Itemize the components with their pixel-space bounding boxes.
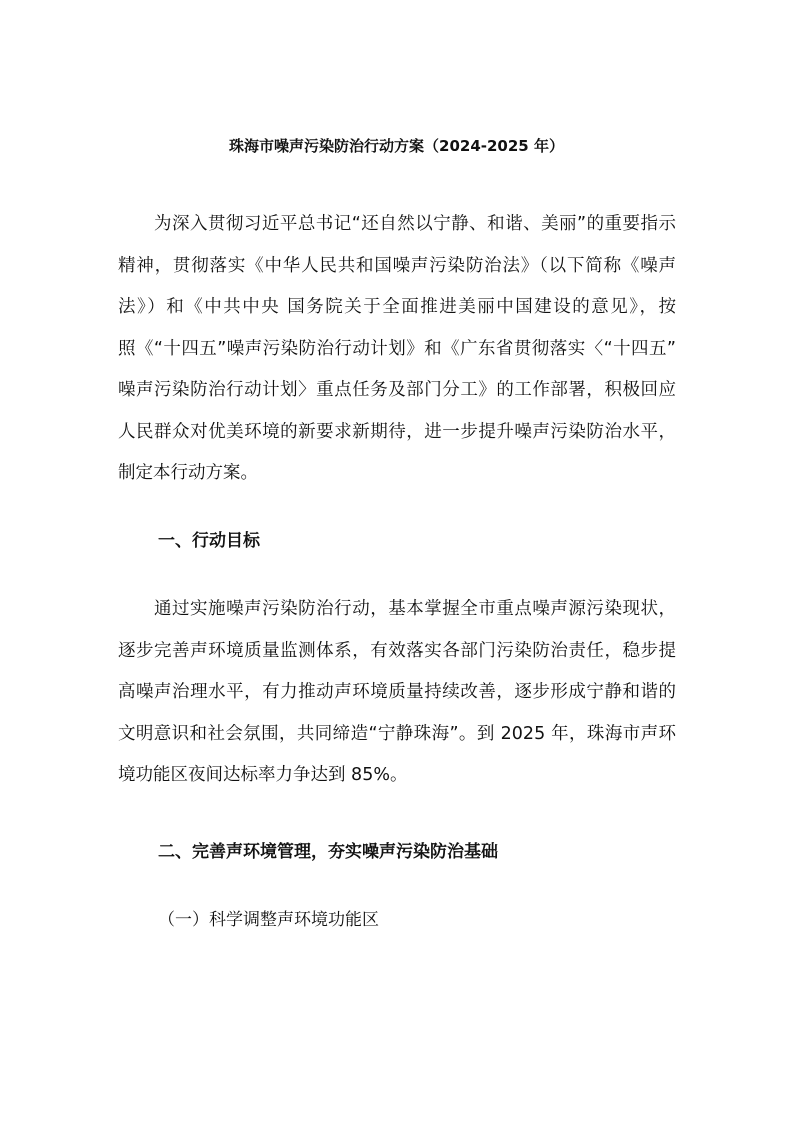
paragraph-line: 噪声污染防治行动计划〉重点任务及部门分工》的工作部署，积极回应 bbox=[118, 380, 676, 400]
paragraph-line: 人民群众对优美环境的新要求新期待，进一步提升噪声污染防治水平， bbox=[118, 421, 676, 442]
section-1-heading: 一、行动目标 bbox=[158, 531, 260, 551]
paragraph-line: 照《“十四五”噪声污染防治行动计划》和《广东省贯彻落实〈“十四五” bbox=[118, 338, 676, 359]
paragraph-line: 精神，贯彻落实《中华人民共和国噪声污染防治法》（以下简称《噪声 bbox=[118, 255, 676, 276]
intro-paragraph bbox=[118, 204, 676, 495]
section-2-heading: 二、完善声环境管理，夯实噪声污染防治基础 bbox=[158, 842, 498, 862]
paragraph-line: 逐步完善声环境质量监测体系，有效落实各部门污染防治责任，稳步提 bbox=[118, 640, 676, 661]
paragraph-line: 通过实施噪声污染防治行动，基本掌握全市重点噪声源污染现状， bbox=[154, 599, 676, 619]
section-2-subheading-1: （一）科学调整声环境功能区 bbox=[158, 910, 379, 930]
paragraph-line: 境功能区夜间达标率力争达到 85%。 bbox=[118, 765, 408, 785]
paragraph-line: 高噪声治理水平，有力推动声环境质量持续改善，逐步形成宁静和谐的 bbox=[118, 682, 676, 702]
paragraph-line: 为深入贯彻习近平总书记“还自然以宁静、和谐、美丽”的重要指示 bbox=[154, 214, 676, 234]
paragraph-line: 法》）和《中共中央 国务院关于全面推进美丽中国建设的意见》，按 bbox=[118, 297, 676, 317]
document-title: 珠海市噪声污染防治行动方案（2024-2025 年） bbox=[229, 137, 564, 155]
section-1-paragraph bbox=[118, 589, 676, 797]
paragraph-line: 文明意识和社会氛围，共同缔造“宁静珠海”。到 2025 年，珠海市声环 bbox=[118, 723, 676, 744]
paragraph-line: 制定本行动方案。 bbox=[118, 463, 258, 483]
